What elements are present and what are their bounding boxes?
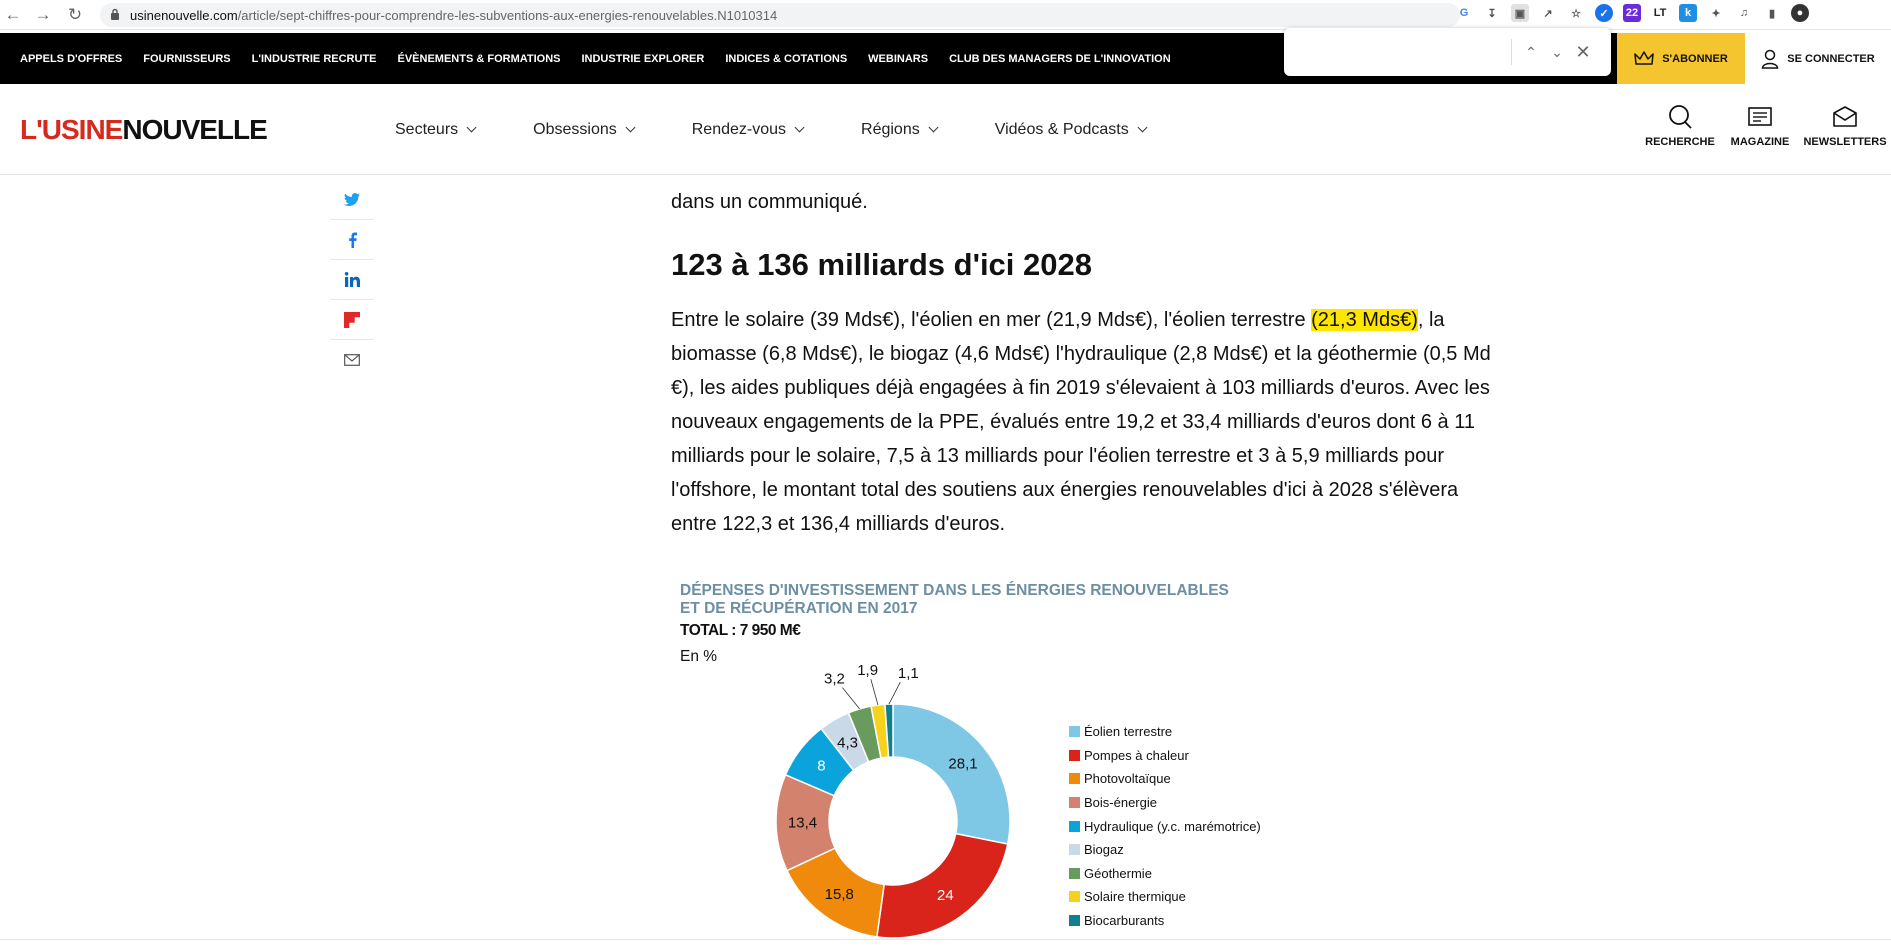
legend-swatch	[1069, 821, 1080, 832]
legend-label: Bois-énergie	[1084, 795, 1157, 811]
reload-icon[interactable]: ↻	[67, 5, 83, 24]
chevron-down-icon	[1137, 123, 1147, 133]
legend-label: Géothermie	[1084, 865, 1152, 881]
donut-value-label-5: 4,3	[837, 734, 859, 752]
site-logo[interactable]	[20, 114, 267, 146]
nav-indices-cotations[interactable]: INDICES & COTATIONS	[725, 52, 848, 65]
share-flipboard[interactable]	[330, 300, 374, 340]
legend-label: Pompes à chaleur	[1084, 747, 1189, 763]
search-icon	[1667, 104, 1693, 130]
legend-item	[1069, 885, 1261, 909]
share-twitter[interactable]	[330, 180, 374, 220]
newsletters-button[interactable]	[1800, 104, 1890, 148]
extension-lt-icon[interactable]: LT	[1653, 7, 1667, 19]
site-header	[0, 84, 1891, 175]
address-bar[interactable]	[100, 3, 1460, 27]
donut-value-label-2: 15,8	[824, 885, 854, 903]
legend-swatch	[1069, 868, 1080, 879]
nav-secteurs[interactable]	[395, 121, 475, 139]
donut-leader-line-7	[871, 679, 878, 705]
nav-fournisseurs[interactable]: FOURNISSEURS	[143, 52, 231, 65]
chevron-down-icon	[625, 123, 635, 133]
legend-label: Biocarburants	[1084, 913, 1165, 929]
header-tools	[1640, 104, 1890, 148]
legend-item	[1069, 838, 1261, 862]
chart-title-line2: ET DE RÉCUPÉRATION EN 2017	[680, 600, 918, 617]
extension-check-icon[interactable]: ✓	[1595, 4, 1613, 22]
donut-slice-0	[893, 704, 1010, 844]
legend-swatch	[1069, 726, 1080, 737]
nav-webinars[interactable]: WEBINARS	[868, 52, 929, 65]
chevron-down-icon	[928, 123, 938, 133]
nav-industrie-explorer[interactable]: INDUSTRIE EXPLORER	[581, 52, 705, 65]
legend-swatch	[1069, 915, 1080, 926]
nav-rendez-vous-label: Rendez-vous	[691, 120, 787, 138]
article-paragraph	[671, 303, 1491, 541]
extension-bar	[1455, 4, 1809, 22]
url-path: /article/sept-chiffres-pour-comprendre-les-subventions-aux-energies-renouvelables.N1010314	[237, 7, 778, 23]
nav-rendez-vous[interactable]	[692, 121, 803, 139]
legend-swatch	[1069, 797, 1080, 808]
nav-videos-podcasts[interactable]	[995, 121, 1146, 139]
legend-label: Hydraulique (y.c. marémotrice)	[1084, 818, 1261, 834]
magazine-icon	[1747, 104, 1773, 130]
twitter-icon	[344, 193, 360, 207]
donut-value-label-6: 3,2	[824, 670, 845, 688]
find-in-page-bar	[1284, 28, 1611, 76]
nav-appels-offres[interactable]: APPELS D'OFFRES	[20, 52, 123, 65]
find-separator	[1511, 39, 1512, 65]
main-nav	[395, 84, 1146, 175]
legend-swatch	[1069, 750, 1080, 761]
flipboard-icon	[344, 312, 360, 328]
search-button[interactable]	[1640, 104, 1720, 148]
newsletters-label: NEWSLETTERS	[1803, 136, 1887, 148]
legend-item	[1069, 720, 1261, 744]
chart-total: TOTAL : 7 950 M€	[680, 622, 801, 639]
donut-value-label-8: 1,1	[897, 665, 919, 683]
nav-obsessions-label: Obsessions	[533, 120, 617, 138]
nav-videos-podcasts-label: Vidéos & Podcasts	[994, 120, 1129, 138]
donut-value-label-0: 28,1	[948, 755, 978, 773]
profile-avatar-icon[interactable]: ●	[1791, 4, 1809, 22]
nav-evenements-formations[interactable]: ÉVÈNEMENTS & FORMATIONS	[397, 52, 561, 65]
legend-item	[1069, 909, 1261, 933]
previous-paragraph-tail: dans un communiqué.	[671, 191, 868, 213]
paragraph-text-start: Entre le solaire (39 Mds€), l'éolien en mer (21,9 Mds€), l'éolien terrestre	[671, 309, 1312, 331]
legend-item	[1069, 814, 1261, 838]
user-icon	[1761, 49, 1779, 69]
utility-nav	[20, 33, 1192, 84]
legend-swatch	[1069, 773, 1080, 784]
email-icon	[344, 354, 360, 366]
legend-label: Éolien terrestre	[1084, 724, 1173, 740]
bookmark-star-icon[interactable]: ☆	[1571, 7, 1581, 20]
extension-hat-icon[interactable]: 22	[1623, 4, 1641, 22]
find-close-icon[interactable]: ✕	[1575, 41, 1591, 62]
facebook-icon	[348, 232, 357, 248]
share-rail	[330, 180, 374, 380]
nav-regions[interactable]	[861, 121, 937, 139]
legend-label: Biogaz	[1084, 842, 1124, 858]
legend-swatch	[1069, 891, 1080, 902]
paragraph-text-end: , la biomasse (6,8 Mds€), le biogaz (4,6 Mds€) l'hydraulique (2,8 Mds€) et la géothermie (0,5 Md €), les aides publiques déjà engagées à fin 2019 s'élevaient à 103 milliards d'euros. Avec les nouveaux engagements de la PPE, évalués entre 19,2 et 33,4 milliards d'euros dont 6 à 11 milliards pour le solaire, 7,5 à 13 milliards pour l'éolien terrestre et 3 à 5,9 milliards pour l'offshore, le montant total des soutiens aux énergies renouvelables d'ici à 2028 s'élèvera entre 122,3 et 136,4 milliards d'euros.	[671, 309, 1491, 535]
chevron-down-icon	[467, 123, 477, 133]
subscribe-button[interactable]	[1617, 33, 1745, 84]
find-previous-icon[interactable]: ⌃	[1525, 43, 1537, 60]
nav-industrie-recrute[interactable]: L'INDUSTRIE RECRUTE	[251, 52, 377, 65]
legend-item	[1069, 767, 1261, 791]
sidepanel-icon[interactable]: ▮	[1768, 7, 1776, 20]
donut-value-label-1: 24	[937, 886, 954, 904]
donut-leader-line-8	[889, 682, 900, 704]
logo-part1: L'USINE	[20, 114, 123, 145]
legend-label: Photovoltaïque	[1084, 771, 1171, 787]
find-icon[interactable]: ▣	[1511, 4, 1529, 22]
forward-icon[interactable]: →	[34, 5, 52, 24]
browser-toolbar	[0, 0, 1891, 30]
magazine-label: MAGAZINE	[1730, 136, 1790, 148]
nav-regions-label: Régions	[861, 120, 920, 138]
article-body	[671, 175, 1491, 541]
legend-label: Solaire thermique	[1084, 889, 1186, 905]
extension-k-icon[interactable]: k	[1679, 4, 1697, 22]
chart-title-line1: DÉPENSES D'INVESTISSEMENT DANS LES ÉNERGIES RENOUVELABLES	[680, 582, 1229, 599]
back-icon[interactable]: ←	[4, 5, 22, 24]
subscribe-label: S'ABONNER	[1662, 52, 1728, 65]
magazine-button[interactable]	[1720, 104, 1800, 148]
newsletter-icon	[1832, 104, 1858, 130]
install-icon[interactable]: ↧	[1487, 7, 1497, 20]
search-highlight: (21,3 Mds€)	[1311, 309, 1418, 331]
investment-donut-chart	[680, 582, 1380, 950]
lock-icon	[110, 8, 120, 21]
login-label: SE CONNECTER	[1787, 52, 1875, 65]
legend-swatch	[1069, 844, 1080, 855]
donut-value-label-7: 1,9	[857, 662, 879, 680]
search-label: RECHERCHE	[1645, 136, 1715, 148]
legend-item	[1069, 744, 1261, 768]
chart-legend	[1069, 720, 1261, 932]
share-email[interactable]	[330, 340, 374, 380]
nav-club-managers[interactable]: CLUB DES MANAGERS DE L'INNOVATION	[949, 52, 1171, 65]
donut-leader-line-6	[842, 688, 859, 709]
crown-icon	[1634, 51, 1654, 67]
legend-item	[1069, 862, 1261, 886]
donut-value-label-3: 13,4	[787, 814, 818, 832]
find-input[interactable]	[1292, 34, 1497, 70]
donut-svg	[680, 662, 1060, 950]
google-icon[interactable]: G	[1459, 7, 1469, 19]
chevron-down-icon	[795, 123, 805, 133]
legend-item	[1069, 791, 1261, 815]
find-next-icon[interactable]: ⌄	[1551, 43, 1563, 60]
chart-unit: En %	[680, 648, 718, 665]
nav-obsessions[interactable]	[533, 121, 634, 139]
share-facebook[interactable]	[330, 220, 374, 260]
linkedin-icon	[345, 272, 360, 287]
share-linkedin[interactable]	[330, 260, 374, 300]
media-icon[interactable]: ♫	[1739, 7, 1749, 19]
share-icon[interactable]: ↗	[1543, 7, 1553, 20]
url-host: usinenouvelle.com	[130, 7, 238, 23]
logo-part2: NOUVELLE	[122, 114, 267, 145]
nav-secteurs-label: Secteurs	[395, 120, 459, 138]
puzzle-icon[interactable]: ✦	[1711, 7, 1721, 20]
section-heading: 123 à 136 milliards d'ici 2028	[671, 247, 1092, 282]
donut-slice-1	[877, 834, 1008, 938]
login-button[interactable]	[1745, 33, 1891, 84]
donut-value-label-4: 8	[817, 757, 826, 775]
bottom-divider	[0, 939, 1891, 940]
